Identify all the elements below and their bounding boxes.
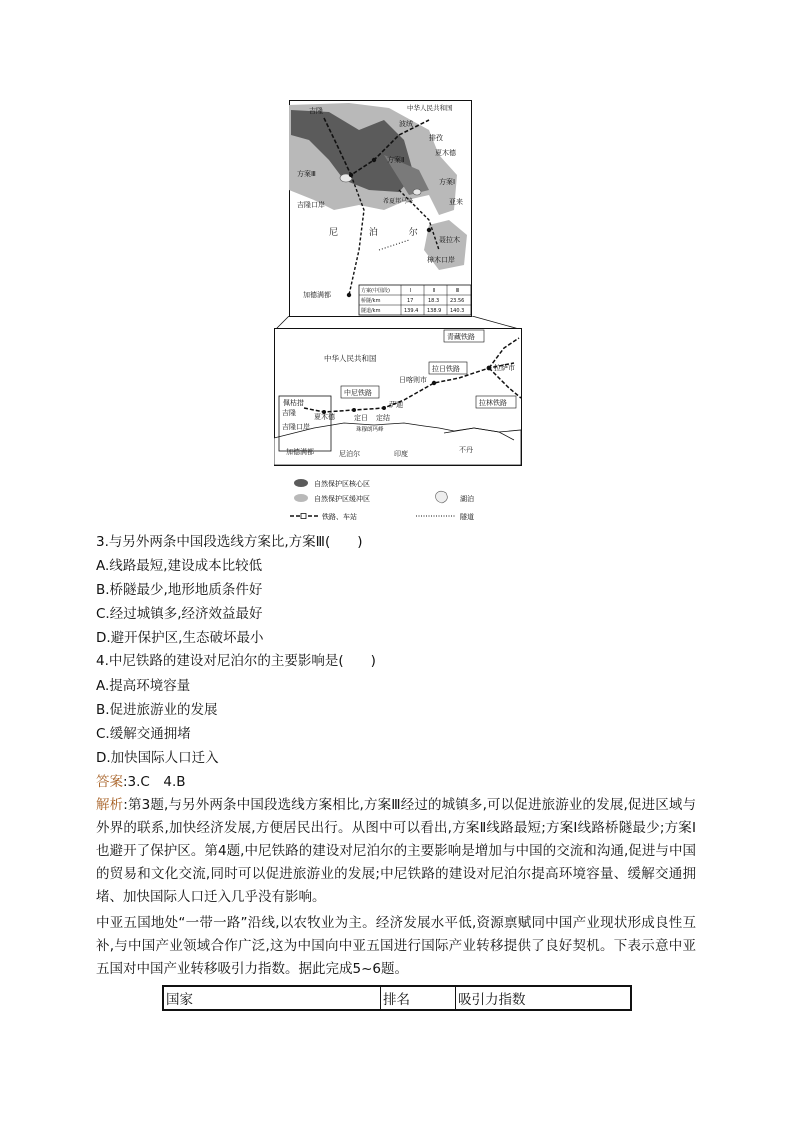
bottom-label-peiku: 佩枯措 xyxy=(283,399,304,407)
legend-tunnel-label: 隧道 xyxy=(460,513,474,521)
top-label-plan-3: 方案Ⅲ xyxy=(297,170,316,178)
bottom-label-sakya: 萨迦 xyxy=(389,401,403,409)
top-label-yalai: 亚来 xyxy=(449,198,463,206)
bottom-label-dingri: 定日 xyxy=(354,414,368,422)
svg-text:140.3: 140.3 xyxy=(450,308,465,314)
legend-railway-label: 铁路、车站 xyxy=(322,513,357,521)
svg-text:23.56: 23.56 xyxy=(450,298,465,304)
bottom-map-country-label: 中华人民共和国 xyxy=(324,354,377,363)
answer-text: :3.C 4.B xyxy=(123,774,186,790)
legend-lake-swatch xyxy=(436,491,448,503)
q3-option-c[interactable]: C.经过城镇多,经济效益最好 xyxy=(96,606,263,622)
intro-paragraph: 中亚五国地处“一带一路”沿线,以农牧业为主。经济发展水平低,资源禀赋同中国产业现状形成良性互补,与中国产业领域合作广泛,这为中国向中亚五国进行国际产业转移提供了良好契机。下表示意中亚五国对中国产业转移吸引力指数。据此完成5~6题。 xyxy=(96,915,696,977)
top-label-nielamu: 聂拉木 xyxy=(439,236,460,244)
legend-core-swatch xyxy=(294,479,308,487)
bottom-label-jilong: 吉隆 xyxy=(282,409,296,417)
bottom-map xyxy=(274,328,522,466)
bottom-label-everest: 珠穆朗玛峰 xyxy=(356,427,384,433)
q4-option-d[interactable]: D.加快国际人口迁入 xyxy=(96,750,219,766)
bottom-label-jilong-port: 吉隆口岸 xyxy=(282,423,310,431)
bottom-label-bhutan: 不丹 xyxy=(459,446,473,454)
svg-text:Ⅲ: Ⅲ xyxy=(456,288,460,294)
attraction-index-table xyxy=(162,985,632,1011)
bottom-label-kathmandu: 加德满都 xyxy=(286,448,314,456)
legend-buffer-swatch xyxy=(294,494,308,502)
bottom-label-nepal: 尼泊尔 xyxy=(339,450,360,458)
table-header-index: 吸引力指数 xyxy=(456,986,632,1010)
top-label-nepal: 尼 泊 尔 xyxy=(329,228,432,238)
bottom-label-dingjie: 定结 xyxy=(376,414,390,422)
analysis-text: :第3题,与另外两条中国段选线方案相比,方案Ⅲ经过的城镇多,可以促进旅游业的发展,促进区域与外界的联系,加快经济发展,方便居民出行。从图中可以看出,方案Ⅱ线路最短;方案Ⅰ线路桥隧最少;方案Ⅰ也避开了保护区。第4题,中尼铁路的建设对尼泊尔的主要影响是增加与中国的交流和沟通,促进与中国的贸易和文化交流,同时可以促进旅游业的发展;中尼铁路的建设对尼泊尔提高环境容量、缓解交通拥堵、加快国际人口迁入几乎没有影响。 xyxy=(96,797,697,905)
svg-text:17: 17 xyxy=(407,298,414,304)
svg-text:隧道/km: 隧道/km xyxy=(361,308,381,314)
table-header-rank: 排名 xyxy=(381,986,456,1010)
svg-text:139.4: 139.4 xyxy=(404,308,419,314)
table-header-row xyxy=(163,986,631,1010)
top-map-country-label: 中华人民共和国 xyxy=(407,104,453,112)
bottom-label-zhongni: 中尼铁路 xyxy=(344,389,372,397)
top-map xyxy=(289,100,472,317)
q4-option-a[interactable]: A.提高环境容量 xyxy=(96,678,191,694)
top-label-plan-1: 方案Ⅰ xyxy=(439,178,456,186)
svg-text:138.9: 138.9 xyxy=(427,308,442,314)
top-label-kathmandu: 加德满都 xyxy=(303,291,331,299)
svg-text:桥隧/km: 桥隧/km xyxy=(361,298,381,304)
bottom-label-india: 印度 xyxy=(394,450,408,458)
q3-option-d[interactable]: D.避开保护区,生态破坏最小 xyxy=(96,630,264,646)
top-label-borong: 波绒 xyxy=(399,120,413,128)
svg-text:18.3: 18.3 xyxy=(428,298,440,304)
map-legend xyxy=(288,476,488,524)
top-label-jilong: 吉隆 xyxy=(309,107,323,115)
table-header-country: 国家 xyxy=(163,986,381,1010)
q4-option-c[interactable]: C.缓解交通拥堵 xyxy=(96,726,191,742)
bottom-label-lari: 拉日铁路 xyxy=(432,365,460,373)
analysis-label: 解析 xyxy=(96,797,124,813)
q4-stem: 4.中尼铁路的建设对尼泊尔的主要影响是( ) xyxy=(96,653,376,669)
svg-text:Ⅰ: Ⅰ xyxy=(410,288,412,294)
bottom-label-lalin: 拉林铁路 xyxy=(479,399,507,407)
svg-text:方案(中国段): 方案(中国段) xyxy=(361,288,390,294)
answer-label: 答案 xyxy=(96,774,123,790)
answer-line xyxy=(96,772,186,792)
bottom-label-shigatse: 日喀则市 xyxy=(399,376,427,384)
q3-option-a[interactable]: A.线路最短,建设成本比较低 xyxy=(96,558,263,574)
legend-buffer-label: 自然保护区缓冲区 xyxy=(314,495,370,503)
q3-stem: 3.与另外两条中国段选线方案比,方案Ⅲ( ) xyxy=(96,534,363,550)
top-label-jilong-port: 吉隆口岸 xyxy=(297,201,325,209)
top-map-table xyxy=(359,285,471,315)
top-label-plan-2: 方案Ⅱ xyxy=(387,156,405,164)
q4-option-b[interactable]: B.促进旅游业的发展 xyxy=(96,702,218,718)
legend-lake-label: 湖泊 xyxy=(460,495,474,503)
svg-text:Ⅱ: Ⅱ xyxy=(433,288,436,294)
top-label-peak: 希夏邦马峰 xyxy=(383,198,414,205)
analysis-paragraph xyxy=(96,794,696,909)
bottom-label-lhasa: 拉萨市 xyxy=(494,364,515,372)
bottom-label-xiamude: 夏木德 xyxy=(314,413,335,421)
top-label-xiamude: 夏木德 xyxy=(435,149,456,157)
q3-option-b[interactable]: B.桥隧最少,地形地质条件好 xyxy=(96,582,263,598)
top-label-zhangmu-port: 樟木口岸 xyxy=(427,256,455,264)
bottom-label-qingzang: 青藏铁路 xyxy=(447,333,475,341)
top-label-paizi: 排孜 xyxy=(429,134,443,142)
legend-core-label: 自然保护区核心区 xyxy=(314,480,370,488)
